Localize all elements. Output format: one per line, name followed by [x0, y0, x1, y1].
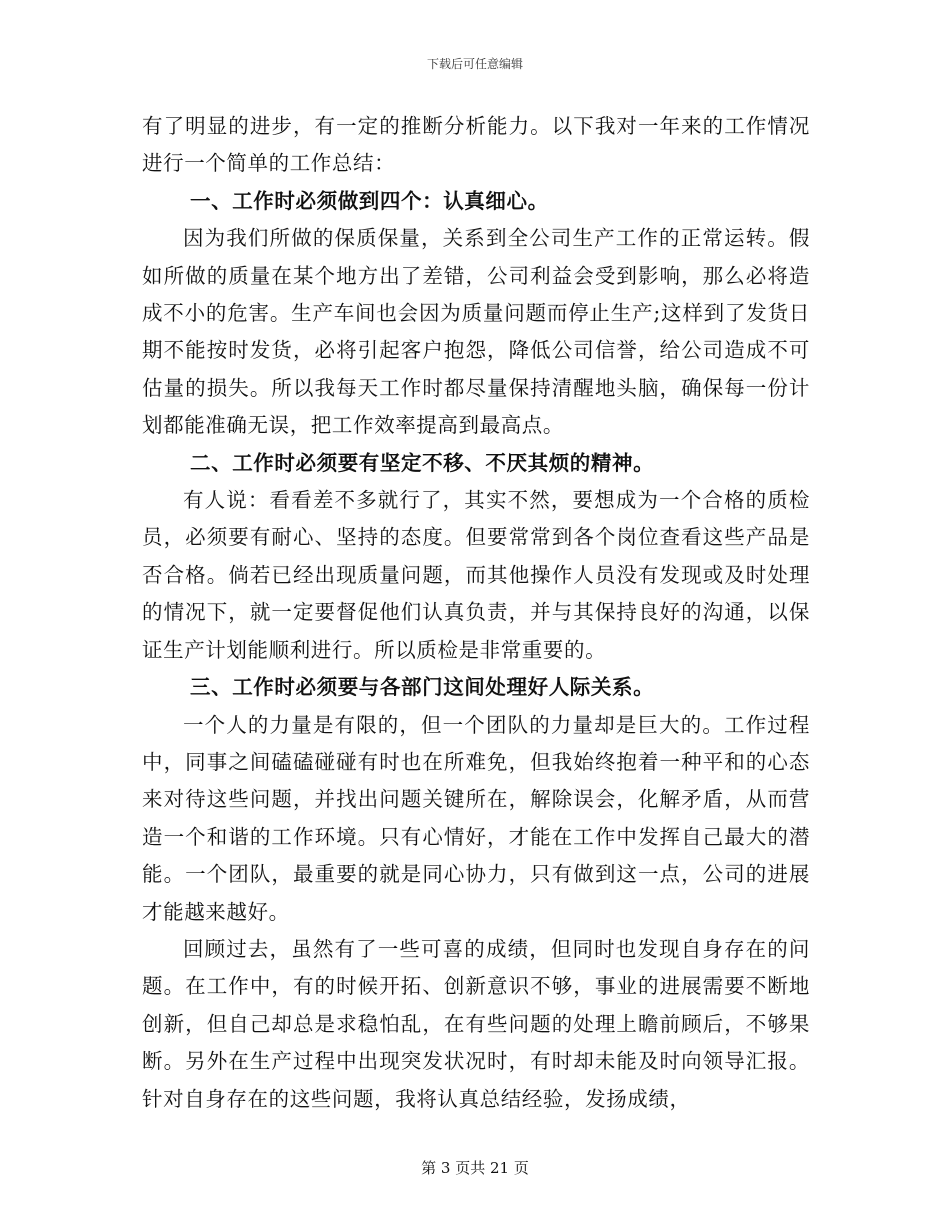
- section-heading-1: 一、工作时必须做到四个：认真细心。: [190, 188, 549, 213]
- paragraph-review: 回顾过去，虽然有了一些可喜的成绩，但同时也发现自身存在的问题。在工作中，有的时候开拓、创新意识不够，事业的进展需要不断地创新，但自己却总是求稳怕乱，在有些问题的处理上瞻前顾后，不够果断。另外在生产过程中出现突发状况时，有时却未能及时向领导汇报。针对自身存在的这些问题，我将认真总结经验，发扬成绩，: [142, 936, 810, 1111]
- page-header: 下载后可任意编辑: [426, 57, 523, 71]
- paragraph-section-2: 有人说：看看差不多就行了，其实不然，要想成为一个合格的质检员，必须要有耐心、坚持的态度。但要常常到各个岗位查看这些产品是否合格。倘若已经出现质量问题，而其他操作人员没有发现或及时处理的情况下，就一定要督促他们认真负责，并与其保持良好的沟通，以保证生产计划能顺利进行。所以质检是非常重要的。: [142, 488, 810, 662]
- paragraph-section-3: 一个人的力量是有限的，但一个团队的力量却是巨大的。工作过程中，同事之间磕磕碰碰有时也在所难免，但我始终抱着一种平和的心态来对待这些问题，并找出问题关键所在，解除误会，化解矛盾，从而营造一个和谐的工作环境。只有心情好，才能在工作中发挥自己最大的潜能。一个团队，最重要的就是同心协力，只有做到这一点，公司的进展才能越来越好。: [142, 712, 810, 924]
- section-heading-2: 二、工作时必须要有坚定不移、不厌其烦的精神。: [190, 450, 655, 475]
- paragraph-intro: 有了明显的进步，有一定的推断分析能力。以下我对一年来的工作情况进行一个简单的工作总结：: [142, 114, 810, 176]
- paragraph-section-1: 因为我们所做的保质保量，关系到全公司生产工作的正常运转。假如所做的质量在某个地方出了差错，公司利益会受到影响，那么必将造成不小的危害。生产车间也会因为质量问题而停止生产;这样到了发货日期不能按时发货，必将引起客户抱怨，降低公司信誉，给公司造成不可估量的损失。所以我每天工作时都尽量保持清醒地头脑，确保每一份计划都能准确无误，把工作效率提高到最高点。: [142, 226, 810, 438]
- document-body: [142, 108, 810, 1118]
- section-heading-3: 三、工作时必须要与各部门这间处理好人际关系。: [190, 675, 655, 700]
- page-number: 第 3 页共 21 页: [421, 1159, 529, 1177]
